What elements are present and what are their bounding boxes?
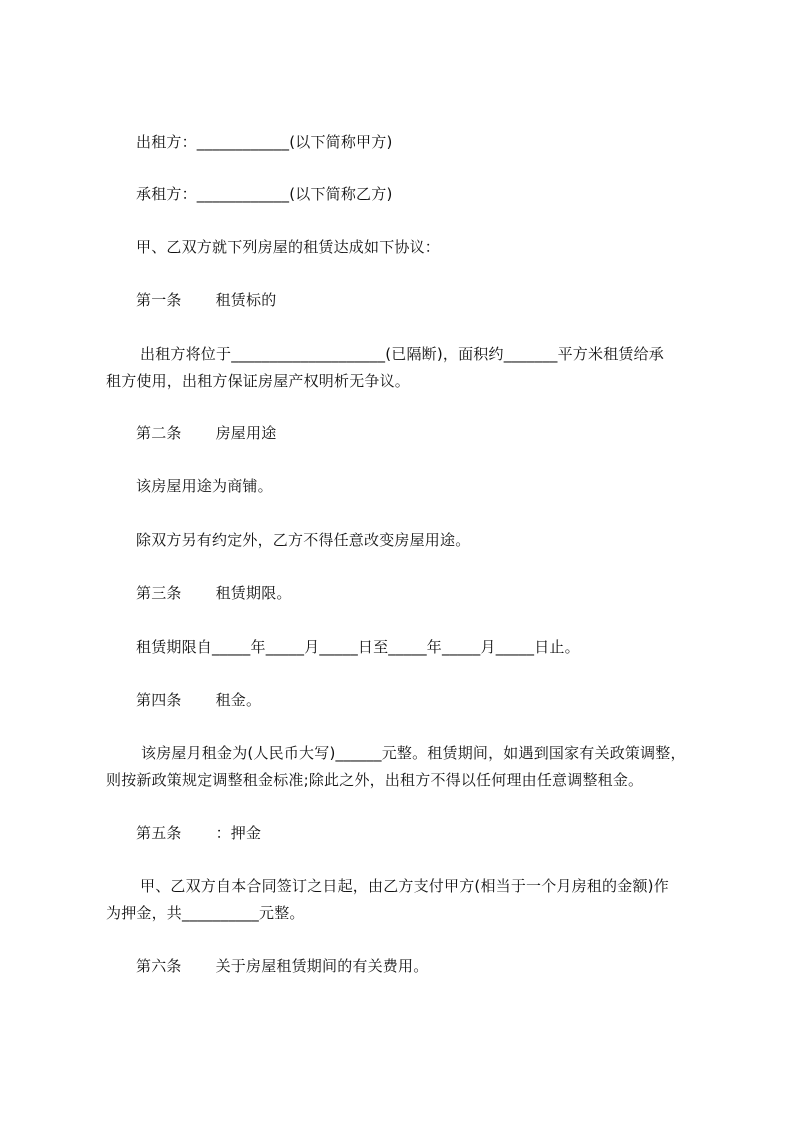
article-1-number: 第一条: [136, 291, 182, 309]
agreement-intro: [136, 237, 440, 257]
article-1-body-line-2: [106, 371, 410, 391]
article-1-body-text-2: 租方使用，出租方保证房屋产权明析无争议。: [106, 372, 411, 390]
article-2-number: 第二条: [136, 424, 182, 442]
article-4-title: 租金。: [215, 691, 262, 709]
lessee-line: [136, 184, 393, 204]
article-1-body-line-1: [140, 344, 664, 364]
lessor-line: [136, 132, 393, 152]
article-6-title: 关于房屋租赁期间的有关费用。: [215, 957, 429, 975]
lessee-text: 承租方：____________(以下简称乙方): [136, 185, 393, 203]
article-3-body: [136, 637, 580, 657]
article-2-body-line-2: [136, 530, 470, 550]
article-2-body-line-1: [136, 476, 273, 496]
article-1-heading: [136, 290, 276, 310]
article-2-title: 房屋用途: [215, 424, 277, 442]
article-5-number: 第五条: [136, 824, 182, 842]
lessor-text: 出租方：____________(以下简称甲方): [136, 133, 393, 151]
article-4-body-line-2: [106, 770, 643, 790]
article-4-number: 第四条: [136, 691, 182, 709]
article-3-body-text: 租赁期限自_____年_____月_____日至_____年_____月_____日止。: [136, 638, 580, 656]
article-6-number: 第六条: [136, 957, 182, 975]
article-4-heading: [136, 690, 261, 710]
agreement-intro-text: 甲、乙双方就下列房屋的租赁达成如下协议：: [136, 238, 441, 256]
article-4-body-text-2: 则按新政策规定调整租金标准;除此之外，出租方不得以任何理由任意调整租金。: [106, 771, 644, 789]
article-3-heading: [136, 583, 292, 603]
article-6-heading: [136, 956, 428, 976]
article-4-body-line-1: [141, 743, 686, 763]
article-4-body-text-1: 该房屋月租金为(人民币大写)______元整。租赁期间，如遇到国家有关政策调整，: [141, 744, 686, 762]
article-1-title: 租赁标的: [215, 291, 277, 309]
article-5-body-line-1: [140, 876, 669, 896]
article-5-body-text-1: 甲、乙双方自本合同签订之日起，由乙方支付甲方(相当于一个月房租的金额)作: [140, 877, 669, 895]
article-5-heading: [136, 823, 261, 843]
article-1-body-text-1: 出租方将位于____________________(已隔断)，面积约_______平方米租赁给承: [140, 345, 665, 363]
article-2-heading: [136, 423, 276, 443]
article-3-number: 第三条: [136, 584, 182, 602]
article-2-body-text-2: 除双方另有约定外，乙方不得任意改变房屋用途。: [136, 531, 471, 549]
article-5-title: ：押金: [215, 824, 262, 842]
article-5-body-text-2: 为押金，共__________元整。: [106, 904, 305, 922]
article-3-title: 租赁期限。: [215, 584, 292, 602]
article-2-body-text-1: 该房屋用途为商铺。: [136, 477, 273, 495]
article-5-body-line-2: [106, 903, 305, 923]
